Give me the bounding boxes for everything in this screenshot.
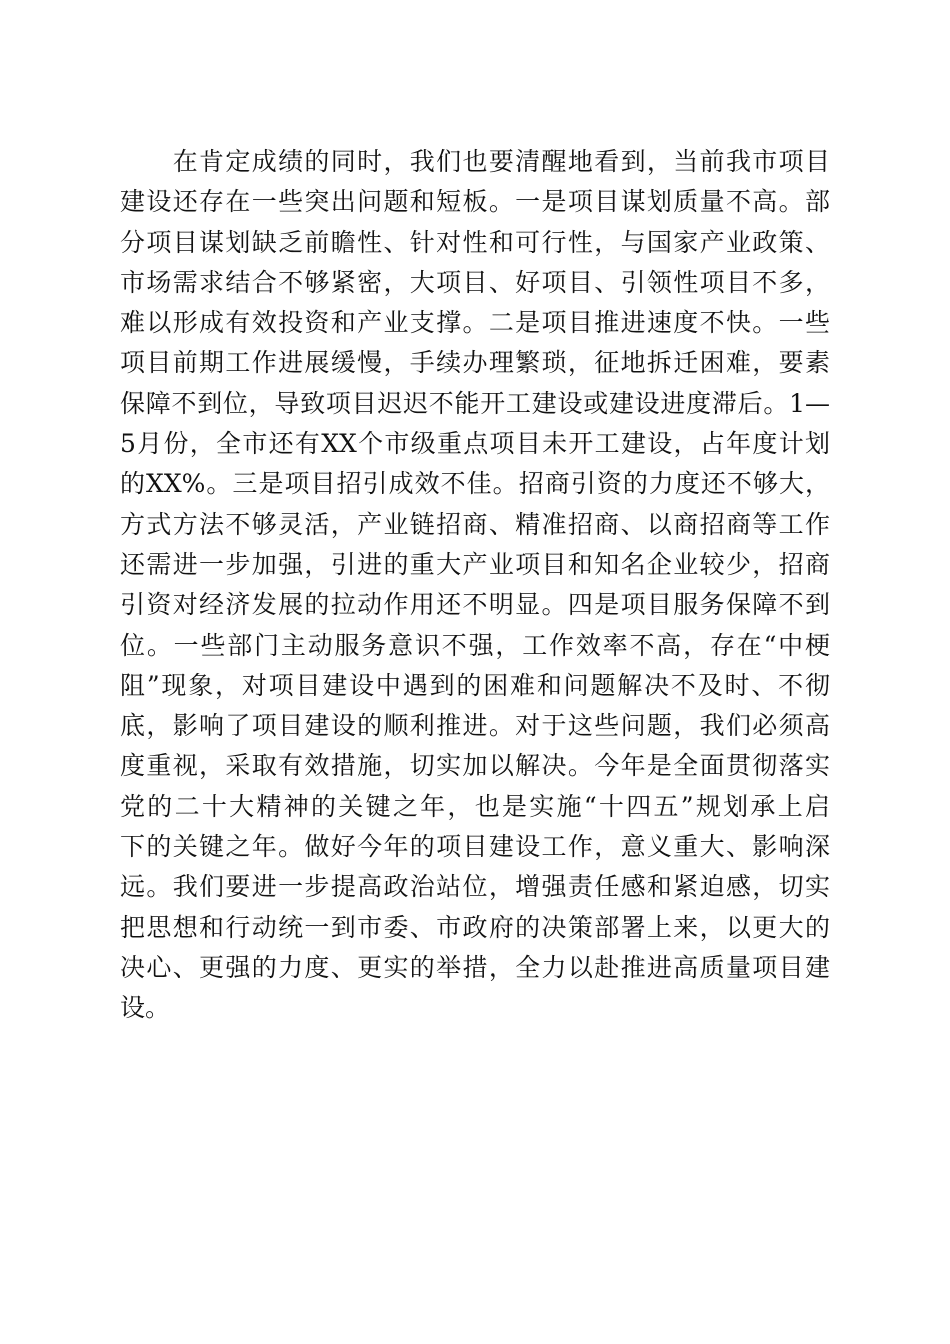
paragraph-line-17: 党的二十大精神的关键之年，也是实施“十四五”规划承上启 xyxy=(120,791,830,821)
paragraph-line-8: 5月份，全市还有XX个市级重点项目未开工建设，占年度计划 xyxy=(120,429,830,459)
paragraph-line-16: 度重视，采取有效措施，切实加以解决。今年是全面贯彻落实 xyxy=(120,751,830,781)
paragraph-line-9: 的XX%。三是项目招引成效不佳。招商引资的力度还不够大， xyxy=(120,469,830,499)
paragraph-line-22: 设。 xyxy=(120,993,171,1023)
paragraph-line-1: 在肯定成绩的同时，我们也要清醒地看到，当前我市项目 xyxy=(120,147,830,176)
paragraph-line-14: 阻”现象，对项目建设中遇到的困难和问题解决不及时、不彻 xyxy=(120,670,830,700)
paragraph-line-15: 底，影响了项目建设的顺利推进。对于这些问题，我们必须高 xyxy=(120,711,830,741)
paragraph-line-5: 难以形成有效投资和产业支撑。二是项目推进速度不快。一些 xyxy=(120,308,830,338)
paragraph-line-19: 远。我们要进一步提高政治站位，增强责任感和紧迫感，切实 xyxy=(120,872,830,902)
body-paragraph xyxy=(120,142,830,1029)
paragraph-line-4: 市场需求结合不够紧密，大项目、好项目、引领性项目不多， xyxy=(120,267,830,297)
paragraph-line-12: 引资对经济发展的拉动作用还不明显。四是项目服务保障不到 xyxy=(120,590,830,620)
paragraph-line-13: 位。一些部门主动服务意识不强，工作效率不高，存在“中梗 xyxy=(120,630,830,660)
paragraph-line-21: 决心、更强的力度、更实的举措，全力以赴推进高质量项目建 xyxy=(120,952,830,982)
paragraph-line-6: 项目前期工作进展缓慢，手续办理繁琐，征地拆迁困难，要素 xyxy=(120,348,830,378)
paragraph-line-18: 下的关键之年。做好今年的项目建设工作，意义重大、影响深 xyxy=(120,832,830,862)
paragraph-line-11: 还需进一步加强，引进的重大产业项目和知名企业较少，招商 xyxy=(120,549,830,579)
paragraph-line-10: 方式方法不够灵活，产业链招商、精准招商、以商招商等工作 xyxy=(120,509,830,539)
paragraph-line-2: 建设还存在一些突出问题和短板。一是项目谋划质量不高。部 xyxy=(120,187,830,217)
paragraph-line-20: 把思想和行动统一到市委、市政府的决策部署上来，以更大的 xyxy=(120,912,830,942)
paragraph-line-3: 分项目谋划缺乏前瞻性、针对性和可行性，与国家产业政策、 xyxy=(120,227,830,257)
paragraph-line-7: 保障不到位，导致项目迟迟不能开工建设或建设进度滞后。1— xyxy=(120,388,830,418)
